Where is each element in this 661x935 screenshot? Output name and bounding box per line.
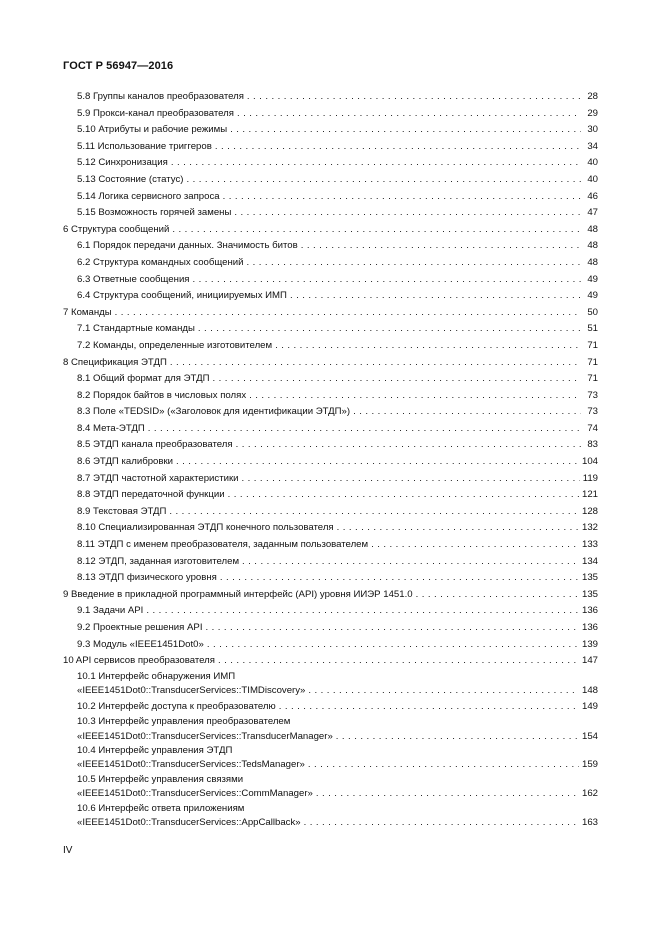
toc-entry[interactable] — [63, 454, 598, 471]
dot-leader — [353, 404, 581, 421]
toc-entry-page: 29 — [587, 107, 598, 119]
toc-entry[interactable] — [63, 106, 598, 123]
toc-entry-title: 7 Команды — [63, 306, 112, 318]
toc-entry[interactable] — [63, 653, 598, 670]
toc-entry[interactable] — [63, 305, 598, 322]
toc-entry-page: 48 — [587, 240, 598, 252]
toc-entry[interactable] — [63, 122, 598, 139]
toc-entry[interactable] — [63, 404, 598, 421]
toc-entry-page: 163 — [581, 816, 598, 828]
toc-entry-page: 50 — [587, 306, 598, 318]
toc-entry-title: 7.2 Команды, определенные изготовителем — [77, 339, 273, 351]
toc-entry-page: 154 — [581, 730, 598, 742]
toc-entry-title: 8.8 ЭТДП передаточной функции — [77, 489, 225, 501]
dot-leader — [169, 504, 579, 521]
toc-entry[interactable] — [63, 537, 598, 554]
toc-entry[interactable] — [63, 255, 598, 272]
toc-entry-title: «IEEE1451Dot0::TransducerServices::AppCallback» — [77, 816, 301, 828]
toc-entry-title: 10.5 Интерфейс управления связями — [77, 773, 244, 785]
dot-leader — [220, 570, 579, 587]
toc-entry-title: «IEEE1451Dot0::TransducerServices::TedsManager» — [77, 759, 305, 771]
toc-entry[interactable] — [63, 238, 598, 255]
toc-entry-title: 8.7 ЭТДП частотной характеристики — [77, 472, 239, 484]
toc-entry-title: «IEEE1451Dot0::TransducerServices::TransducerManager» — [77, 730, 333, 742]
toc-entry-page: 71 — [587, 356, 598, 368]
toc-entry-page: 74 — [587, 422, 598, 434]
toc-entry[interactable] — [63, 205, 598, 222]
toc-entry[interactable] — [63, 587, 598, 604]
toc-entry[interactable] — [63, 504, 598, 521]
toc-entry-title: 5.9 Прокси-канал преобразователя — [77, 107, 234, 119]
toc-entry[interactable] — [63, 603, 598, 620]
dot-leader — [304, 816, 579, 830]
toc-entry[interactable] — [63, 802, 598, 831]
toc-entry-title: 8.6 ЭТДП калибровки — [77, 456, 174, 468]
dot-leader — [171, 155, 581, 172]
toc-entry-title: 8.13 ЭТДП физического уровня — [77, 572, 217, 584]
dot-leader — [223, 189, 581, 206]
toc-entry-page: 51 — [587, 323, 598, 335]
toc-entry-title: 10.3 Интерфейс управления преобразователем — [77, 716, 291, 728]
toc-entry-title: 10.1 Интерфейс обнаружения ИМП — [77, 670, 236, 682]
toc-entry-page: 83 — [587, 439, 598, 451]
toc-entry[interactable] — [63, 773, 598, 802]
dot-leader — [230, 122, 581, 139]
toc-entry-page: 71 — [587, 339, 598, 351]
toc-entry-page: 34 — [587, 140, 598, 152]
toc-entry-title: 5.11 Использование триггеров — [77, 140, 212, 152]
toc-entry[interactable] — [63, 172, 598, 189]
toc-entry-page: 121 — [581, 489, 598, 501]
dot-leader — [237, 106, 581, 123]
toc-entry[interactable] — [63, 272, 598, 289]
toc-entry-page: 73 — [587, 389, 598, 401]
dot-leader — [218, 653, 579, 670]
toc-entry[interactable] — [63, 520, 598, 537]
dot-leader — [247, 255, 581, 272]
toc-entry-page: 71 — [587, 373, 598, 385]
dot-leader — [371, 537, 579, 554]
dot-leader — [186, 172, 581, 189]
toc-entry-title: 8.2 Порядок байтов в числовых полях — [77, 389, 247, 401]
dot-leader — [170, 355, 581, 372]
toc-entry-title: 6.3 Ответные сообщения — [77, 273, 190, 285]
toc-entry-title: «IEEE1451Dot0::TransducerServices::CommManager» — [77, 788, 313, 800]
toc-entry-page: 49 — [587, 273, 598, 285]
toc-entry[interactable] — [63, 355, 598, 372]
toc-entry-page: 104 — [581, 456, 598, 468]
toc-entry[interactable] — [63, 620, 598, 637]
toc-entry[interactable] — [63, 321, 598, 338]
toc-entry-title: 10.2 Интерфейс доступа к преобразователю — [77, 700, 276, 712]
dot-leader — [316, 787, 579, 801]
dot-leader — [215, 139, 581, 156]
toc-entry-page: 49 — [587, 290, 598, 302]
toc-entry-page: 48 — [587, 223, 598, 235]
toc-entry-title: 10.6 Интерфейс ответа приложениям — [77, 802, 245, 814]
toc-entry-title: 6.4 Структура сообщений, инициируемых ИМП — [77, 290, 287, 302]
toc-entry[interactable] — [63, 715, 598, 744]
toc-entry-title: 7.1 Стандартные команды — [77, 323, 195, 335]
toc-entry[interactable] — [63, 338, 598, 355]
toc-entry-title: 8.4 Мета-ЭТДП — [77, 422, 145, 434]
toc-entry-title: 10 API сервисов преобразователя — [63, 655, 215, 667]
toc-entry-title: 6.1 Порядок передачи данных. Значимость битов — [77, 240, 298, 252]
toc-entry-page: 132 — [581, 522, 598, 534]
toc-entry-title: 9.3 Модуль «IEEE1451Dot0» — [77, 638, 204, 650]
toc-entry-title: 5.13 Состояние (статус) — [77, 173, 184, 185]
toc-entry-title: 8.1 Общий формат для ЭТДП — [77, 373, 210, 385]
dot-leader — [242, 471, 580, 488]
dot-leader — [247, 89, 581, 106]
toc-entry-page: 135 — [581, 572, 598, 584]
toc-entry-title: 8.5 ЭТДП канала преобразователя — [77, 439, 233, 451]
dot-leader — [228, 487, 579, 504]
dot-leader — [176, 454, 579, 471]
toc-entry-page: 73 — [587, 406, 598, 418]
toc-entry-title: 5.10 Атрибуты и рабочие режимы — [77, 124, 228, 136]
toc-entry-page: 159 — [581, 759, 598, 771]
toc-entry-title: 6 Структура сообщений — [63, 223, 170, 235]
dot-leader — [205, 620, 579, 637]
toc-entry[interactable] — [63, 437, 598, 454]
dot-leader — [279, 699, 579, 716]
toc-entry-page: 30 — [587, 124, 598, 136]
dot-leader — [308, 684, 579, 698]
toc-entry-title: 10.4 Интерфейс управления ЭТДП — [77, 744, 233, 756]
toc-entry-title: 9 Введение в прикладной программный интерфейс (API) уровня ИИЭР 1451.0 — [63, 588, 413, 600]
toc-entry[interactable] — [63, 189, 598, 206]
toc-entry[interactable] — [63, 570, 598, 587]
toc-entry[interactable] — [63, 554, 598, 571]
toc-entry-page: 136 — [581, 622, 598, 633]
dot-leader — [115, 305, 581, 322]
toc-entry[interactable] — [63, 471, 598, 488]
toc-entry[interactable] — [63, 670, 598, 699]
dot-leader — [146, 603, 579, 620]
toc-entry-page: 40 — [587, 173, 598, 185]
toc-entry-page: 28 — [587, 91, 598, 102]
toc-entry-page: 46 — [587, 190, 598, 202]
toc-entry-title: 9.2 Проектные решения API — [77, 622, 203, 633]
dot-leader — [337, 520, 579, 537]
toc-entry[interactable] — [63, 288, 598, 305]
toc-entry-page: 40 — [587, 157, 598, 169]
dot-leader — [193, 272, 582, 289]
dot-leader — [212, 371, 581, 388]
toc-entry-page: 148 — [581, 685, 598, 697]
toc-entry-title: 5.14 Логика сервисного запроса — [77, 190, 220, 202]
toc-entry[interactable] — [63, 388, 598, 405]
dot-leader — [416, 587, 579, 604]
toc-entry[interactable] — [63, 421, 598, 438]
toc-entry-page: 128 — [581, 505, 598, 517]
dot-leader — [234, 205, 581, 222]
dot-leader — [242, 554, 579, 571]
toc-entry-page: 162 — [581, 788, 598, 800]
toc-entry[interactable] — [63, 155, 598, 172]
toc-entry-title: 5.12 Синхронизация — [77, 157, 168, 169]
toc-entry-page: 47 — [587, 207, 598, 219]
toc-entry-page: 48 — [587, 256, 598, 268]
toc-entry-title: 5.8 Группы каналов преобразователя — [77, 91, 244, 102]
table-of-contents — [63, 89, 598, 830]
toc-entry-page: 119 — [582, 472, 598, 484]
toc-entry[interactable] — [63, 487, 598, 504]
dot-leader — [207, 637, 579, 654]
toc-entry-page: 147 — [581, 655, 598, 667]
toc-entry-title: «IEEE1451Dot0::TransducerServices::TIMDiscovery» — [77, 685, 306, 697]
toc-entry-page: 139 — [581, 638, 598, 650]
toc-entry[interactable] — [63, 89, 598, 106]
dot-leader — [172, 222, 581, 239]
toc-entry-title: 9.1 Задачи API — [77, 605, 144, 617]
dot-leader — [290, 288, 581, 305]
toc-entry-title: 6.2 Структура командных сообщений — [77, 256, 244, 268]
page-number: IV — [63, 845, 73, 856]
toc-entry[interactable] — [63, 637, 598, 654]
toc-entry[interactable] — [63, 744, 598, 773]
dot-leader — [275, 338, 581, 355]
toc-entry-page: 135 — [581, 588, 598, 600]
toc-entry-title: 8.12 ЭТДП, заданная изготовителем — [77, 555, 240, 567]
dot-leader — [249, 388, 581, 405]
dot-leader — [198, 321, 581, 338]
toc-entry-title: 8 Спецификация ЭТДП — [63, 356, 167, 368]
dot-leader — [236, 437, 581, 454]
toc-entry-page: 149 — [581, 700, 598, 712]
toc-entry[interactable] — [63, 222, 598, 239]
document-header: ГОСТ Р 56947—2016 — [63, 60, 174, 72]
dot-leader — [308, 758, 579, 772]
dot-leader — [148, 421, 581, 438]
toc-entry[interactable] — [63, 371, 598, 388]
toc-entry-title: 8.10 Специализированная ЭТДП конечного пользователя — [77, 522, 334, 534]
toc-entry-title: 8.9 Текстовая ЭТДП — [77, 505, 167, 517]
toc-entry-page: 133 — [581, 539, 598, 551]
toc-entry-page: 136 — [581, 605, 598, 617]
toc-entry-title: 5.15 Возможность горячей замены — [77, 207, 232, 219]
dot-leader — [301, 238, 581, 255]
toc-entry-title: 8.3 Поле «TEDSID» («Заголовок для идентификации ЭТДП») — [77, 406, 351, 418]
toc-entry[interactable] — [63, 139, 598, 156]
toc-entry[interactable] — [63, 699, 598, 716]
toc-entry-page: 134 — [581, 555, 598, 567]
toc-entry-title: 8.11 ЭТДП с именем преобразователя, заданным пользователем — [77, 539, 369, 551]
dot-leader — [336, 730, 579, 744]
